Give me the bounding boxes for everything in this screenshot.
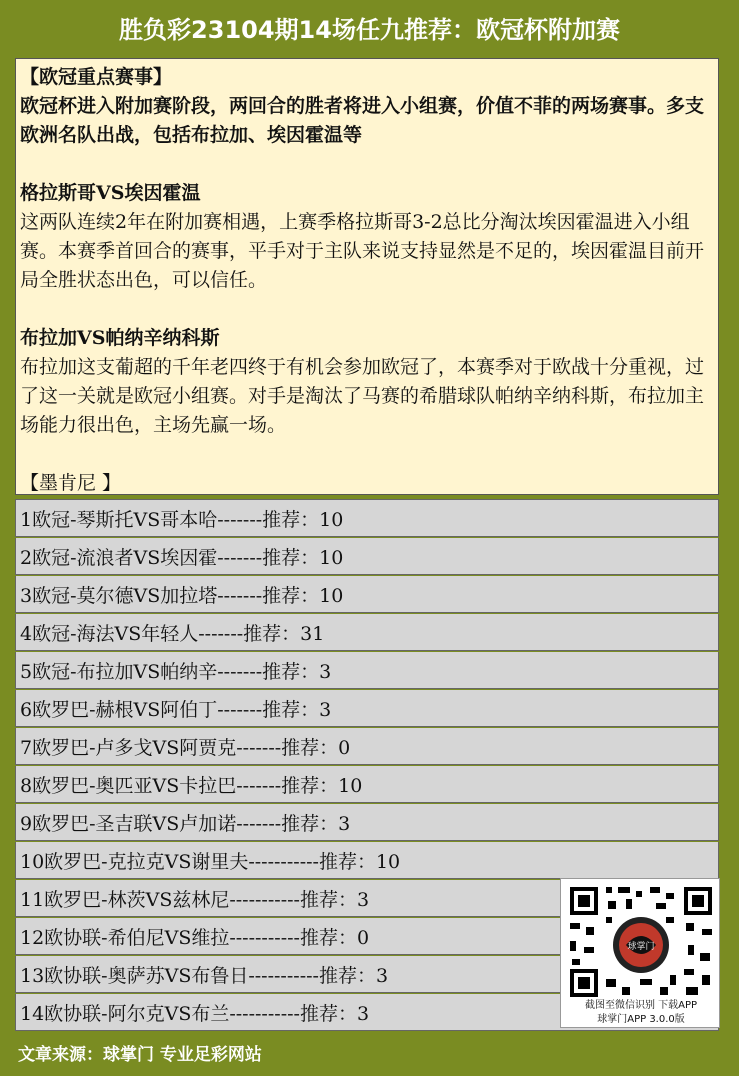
pick-row: 11欧罗巴-林茨VS兹林尼-----------推荐：3	[15, 880, 719, 917]
section-title: 【欧冠重点赛事】	[20, 66, 173, 88]
match1-text: 这两队连续2年在附加赛相遇，上赛季格拉斯哥3-2总比分淘汰埃因霍温进入小组赛。本赛季首回合的赛事，平手对于主队来说支持显然是不足的，埃因霍温目前开局全胜状态出色，可以信任。	[20, 211, 705, 291]
qr-caption-line1: 截图至微信识别 下载APP	[584, 1000, 698, 1011]
pick-row: 9欧罗巴-圣吉联VS卢加诺-------推荐：3	[15, 804, 719, 841]
pick-row: 5欧冠-布拉加VS帕纳辛-------推荐：3	[15, 652, 719, 689]
pick-row: 6欧罗巴-赫根VS阿伯丁-------推荐：3	[15, 690, 719, 727]
pick-row: 14欧协联-阿尔克VS布兰-----------推荐：3	[15, 994, 719, 1031]
pick-row: 10欧罗巴-克拉克VS谢里夫-----------推荐：10	[15, 842, 719, 879]
match2-text: 布拉加这支葡超的千年老四终于有机会参加欧冠了，本赛季对于欧战十分重视，过了这一关就是欧冠小组赛。对手是淘汰了马赛的希腊球队帕纳辛纳科斯，布拉加主场能力很出色，主场先赢一场。	[20, 356, 705, 436]
source-footer: 文章来源：球掌门 专业足彩网站	[18, 1045, 262, 1065]
page-title: 胜负彩23104期14场任九推荐：欧冠杯附加赛	[119, 15, 620, 44]
pick-row: 12欧协联-希伯尼VS维拉-----------推荐：0	[15, 918, 719, 955]
qr-code-box[interactable]	[560, 878, 720, 1028]
pick-row: 1欧冠-琴斯托VS哥本哈-------推荐：10	[15, 500, 719, 537]
intro-panel	[15, 58, 719, 495]
pick-row: 8欧罗巴-奥匹亚VS卡拉巴-------推荐：10	[15, 766, 719, 803]
pick-row: 3欧冠-莫尔德VS加拉塔-------推荐：10	[15, 576, 719, 613]
author-label: 【墨肯尼 】	[20, 472, 122, 494]
pick-row: 13欧协联-奥萨苏VS布鲁日-----------推荐：3	[15, 956, 719, 993]
pick-row: 4欧冠-海法VS年轻人-------推荐：31	[15, 614, 719, 651]
match1-title: 格拉斯哥VS埃因霍温	[20, 182, 201, 204]
pick-row: 7欧罗巴-卢多戈VS阿贾克-------推荐：0	[15, 728, 719, 765]
match2-title: 布拉加VS帕纳辛纳科斯	[20, 327, 220, 349]
qr-code-icon	[566, 883, 716, 1001]
pick-row: 2欧冠-流浪者VS埃因霍-------推荐：10	[15, 538, 719, 575]
svg-text:球掌门: 球掌门	[627, 942, 655, 952]
qr-caption-line2: 球掌门APP 3.0.0版	[597, 1014, 685, 1025]
summary-text: 欧冠杯进入附加赛阶段，两回合的胜者将进入小组赛，价值不菲的两场赛事。多支欧洲名队出战，包括布拉加、埃因霍温等	[20, 95, 705, 146]
